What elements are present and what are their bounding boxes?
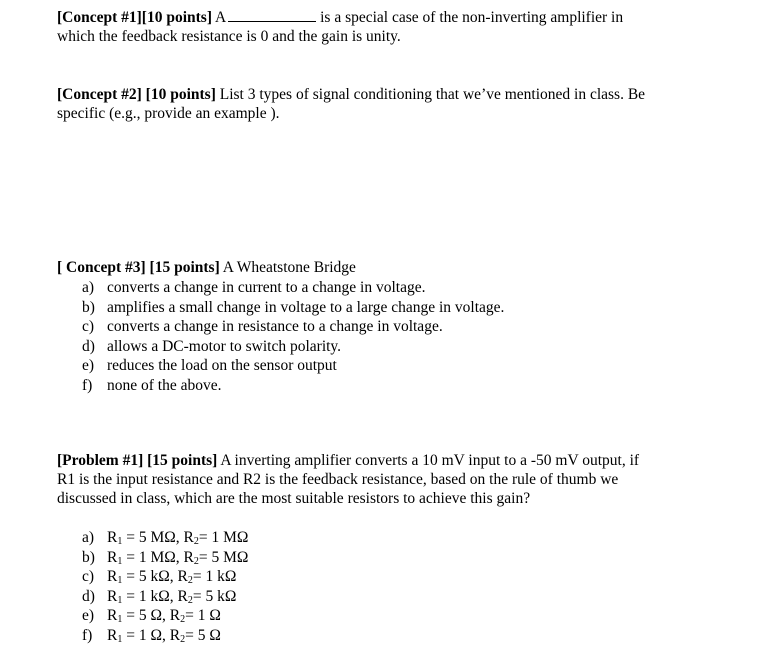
concept-2-line-1 — [57, 85, 757, 104]
r1-value: = 5 kΩ, — [122, 568, 178, 585]
option-letter: a) — [82, 279, 95, 296]
r2-value: = 1 kΩ — [192, 568, 237, 585]
subscript: 2 — [193, 555, 199, 567]
subscript: 1 — [117, 575, 123, 586]
r-symbol: R — [177, 568, 188, 585]
r-symbol: R — [107, 529, 118, 546]
r-symbol: R — [169, 626, 181, 644]
subscript: 2 — [180, 633, 186, 645]
r-symbol: R — [107, 587, 118, 605]
concept-1-a-label: A — [215, 9, 227, 26]
option-letter: f) — [82, 626, 93, 644]
option-item — [82, 587, 248, 607]
r-symbol: R — [169, 607, 181, 624]
option-item — [82, 278, 504, 298]
problem-1-options — [82, 528, 248, 645]
r2-value: = 1 MΩ — [198, 529, 249, 546]
concept-1 — [57, 8, 757, 46]
option-item — [82, 376, 504, 396]
r2-value: = 5 kΩ — [192, 587, 237, 605]
answer-blank[interactable] — [228, 9, 316, 22]
r-symbol: R — [107, 626, 118, 644]
concept-3-stem: A Wheatstone Bridge — [222, 259, 356, 276]
subscript: 1 — [117, 594, 123, 606]
option-letter: d) — [82, 587, 95, 605]
option-letter: c) — [82, 568, 95, 585]
problem-1-text: A inverting amplifier converts a 10 mV input to a -50 mV output, if — [220, 452, 640, 469]
option-item — [82, 317, 504, 337]
r-symbol: R — [177, 587, 188, 605]
option-letter: f) — [82, 376, 93, 394]
option-item — [82, 356, 504, 376]
option-text: reduces the load on the sensor output — [107, 357, 337, 374]
option-item — [82, 606, 248, 626]
option-letter: b) — [82, 298, 95, 316]
r2-value: = 5 Ω — [185, 626, 221, 644]
concept-2 — [57, 85, 757, 123]
r-symbol: R — [107, 548, 118, 566]
r-symbol: R — [107, 568, 118, 585]
option-text: converts a change in current to a change in voltage. — [107, 279, 426, 296]
r1-value: = 1 kΩ, — [122, 587, 178, 605]
concept-2-tag: [Concept #2] [10 points] — [57, 86, 216, 103]
subscript: 2 — [193, 536, 199, 547]
option-text: allows a DC-motor to switch polarity. — [107, 337, 342, 355]
subscript: 1 — [117, 555, 123, 567]
r1-value: = 5 MΩ, — [122, 529, 184, 546]
subscript: 2 — [180, 614, 186, 625]
subscript: 1 — [117, 536, 123, 547]
problem-1-line-3: discussed in class, which are the most suitable resistors to achieve this gain? — [57, 490, 531, 507]
problem-1-line-2: R1 is the input resistance and R2 is the feedback resistance, based on the rule of thumb we — [57, 471, 619, 488]
r1-value: = 1 MΩ, — [122, 548, 184, 566]
option-letter: a) — [82, 529, 95, 546]
option-letter: c) — [82, 318, 95, 335]
r1-value: = 5 Ω, — [122, 607, 170, 624]
option-item — [82, 337, 504, 357]
option-item — [82, 567, 248, 587]
concept-1-line-1 — [57, 8, 757, 27]
option-item — [82, 626, 248, 646]
option-text: amplifies a small change in voltage to a large change in voltage. — [107, 298, 505, 316]
subscript: 1 — [117, 633, 123, 645]
problem-1 — [57, 451, 757, 508]
subscript: 2 — [187, 575, 193, 586]
r-symbol: R — [183, 529, 194, 546]
r1-value: = 1 Ω, — [122, 626, 170, 644]
option-item — [82, 548, 248, 568]
concept-2-text: List 3 types of signal conditioning that we’ve mentioned in class. Be — [219, 86, 646, 103]
problem-1-tag: [Problem #1] [15 points] — [57, 452, 218, 469]
option-letter: e) — [82, 607, 95, 624]
concept-2-line-2: specific (e.g., provide an example ). — [57, 105, 280, 122]
option-letter: b) — [82, 548, 95, 566]
option-letter: e) — [82, 357, 95, 374]
concept-3-tag: [ Concept #3] [15 points] — [57, 259, 220, 276]
option-text: none of the above. — [107, 376, 222, 394]
option-item — [82, 528, 248, 548]
option-item — [82, 298, 504, 318]
concept-3-options — [82, 278, 504, 395]
r2-value: = 1 Ω — [185, 607, 221, 624]
option-letter: d) — [82, 337, 95, 355]
r-symbol: R — [107, 607, 118, 624]
r2-value: = 5 MΩ — [198, 548, 249, 566]
problem-1-line-1 — [57, 451, 757, 470]
option-text: converts a change in resistance to a change in voltage. — [107, 318, 443, 335]
subscript: 2 — [187, 594, 193, 606]
concept-1-rest: is a special case of the non-inverting amplifier in — [320, 9, 624, 26]
subscript: 1 — [117, 614, 123, 625]
concept-1-line-2: which the feedback resistance is 0 and the gain is unity. — [57, 28, 401, 45]
concept-1-tag: [Concept #1][10 points] — [57, 9, 212, 26]
concept-3 — [57, 258, 757, 277]
r-symbol: R — [183, 548, 194, 566]
